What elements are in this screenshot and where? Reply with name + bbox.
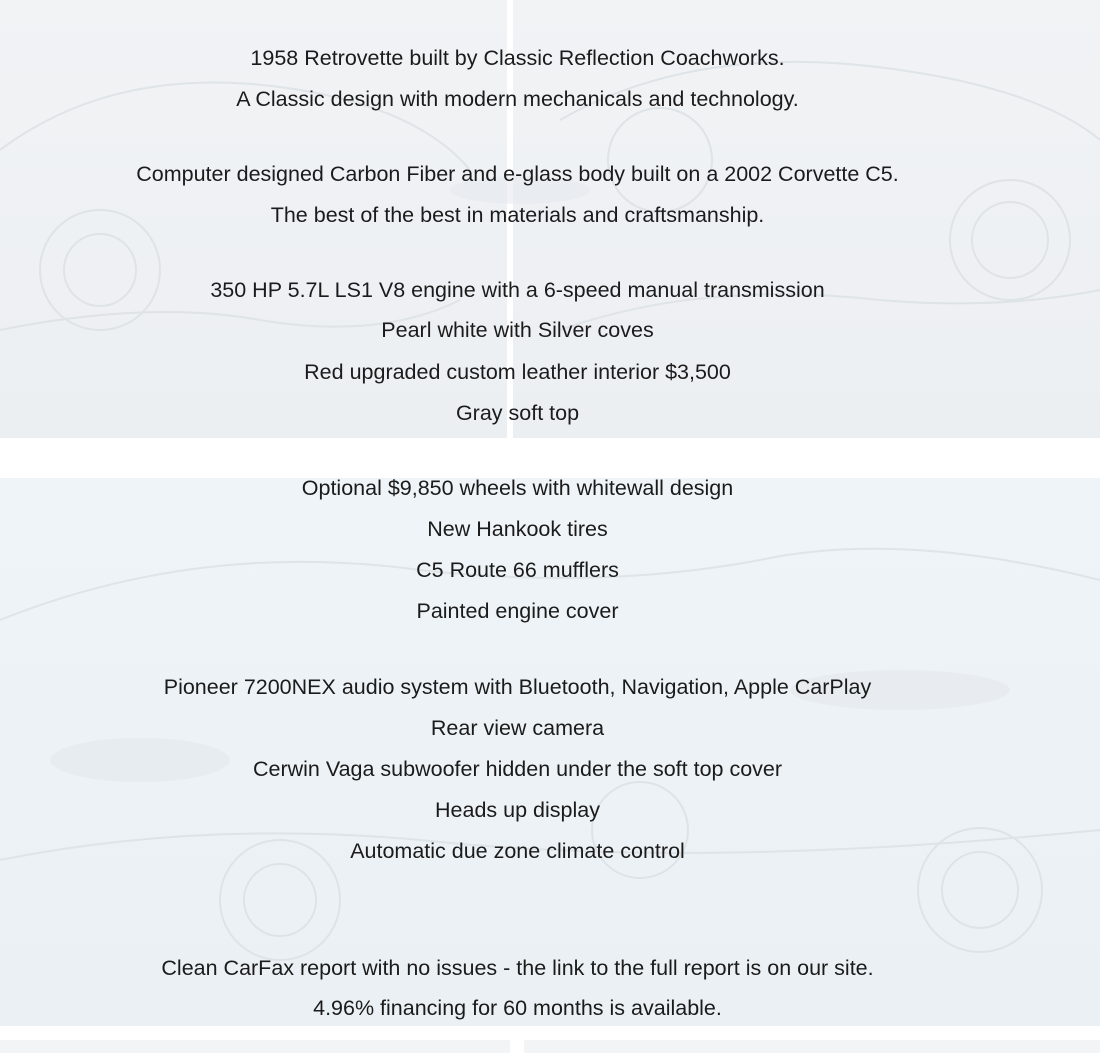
description-line: 350 HP 5.7L LS1 V8 engine with a 6-speed manual transmission (210, 278, 825, 302)
description-line: Optional $9,850 wheels with whitewall design (301, 476, 734, 500)
description-line: The best of the best in materials and craftsmanship. (270, 203, 765, 227)
description-line: New Hankook tires (427, 517, 608, 541)
description-line: Rear view camera (430, 716, 605, 740)
description-line: Red upgraded custom leather interior $3,500 (304, 360, 731, 384)
description-line: Cerwin Vaga subwoofer hidden under the soft top cover (252, 757, 783, 781)
description-line: 4.96% financing for 60 months is available. (313, 996, 722, 1020)
description-line: Computer designed Carbon Fiber and e-glass body built on a 2002 Corvette C5. (136, 162, 899, 186)
description-line: A Classic design with modern mechanicals and technology. (236, 87, 799, 111)
description-line: Painted engine cover (416, 599, 619, 623)
description-line: Pioneer 7200NEX audio system with Bluetooth, Navigation, Apple CarPlay (163, 675, 872, 699)
description-line: Clean CarFax report with no issues - the link to the full report is on our site. (161, 956, 874, 980)
description-line: 1958 Retrovette built by Classic Reflection Coachworks. (250, 46, 785, 70)
description-line: Pearl white with Silver coves (381, 318, 654, 342)
description-line: C5 Route 66 mufflers (416, 558, 619, 582)
description-line: Gray soft top (455, 401, 580, 425)
description-line: Automatic due zone climate control (350, 839, 685, 863)
description-line: Heads up display (435, 798, 600, 822)
